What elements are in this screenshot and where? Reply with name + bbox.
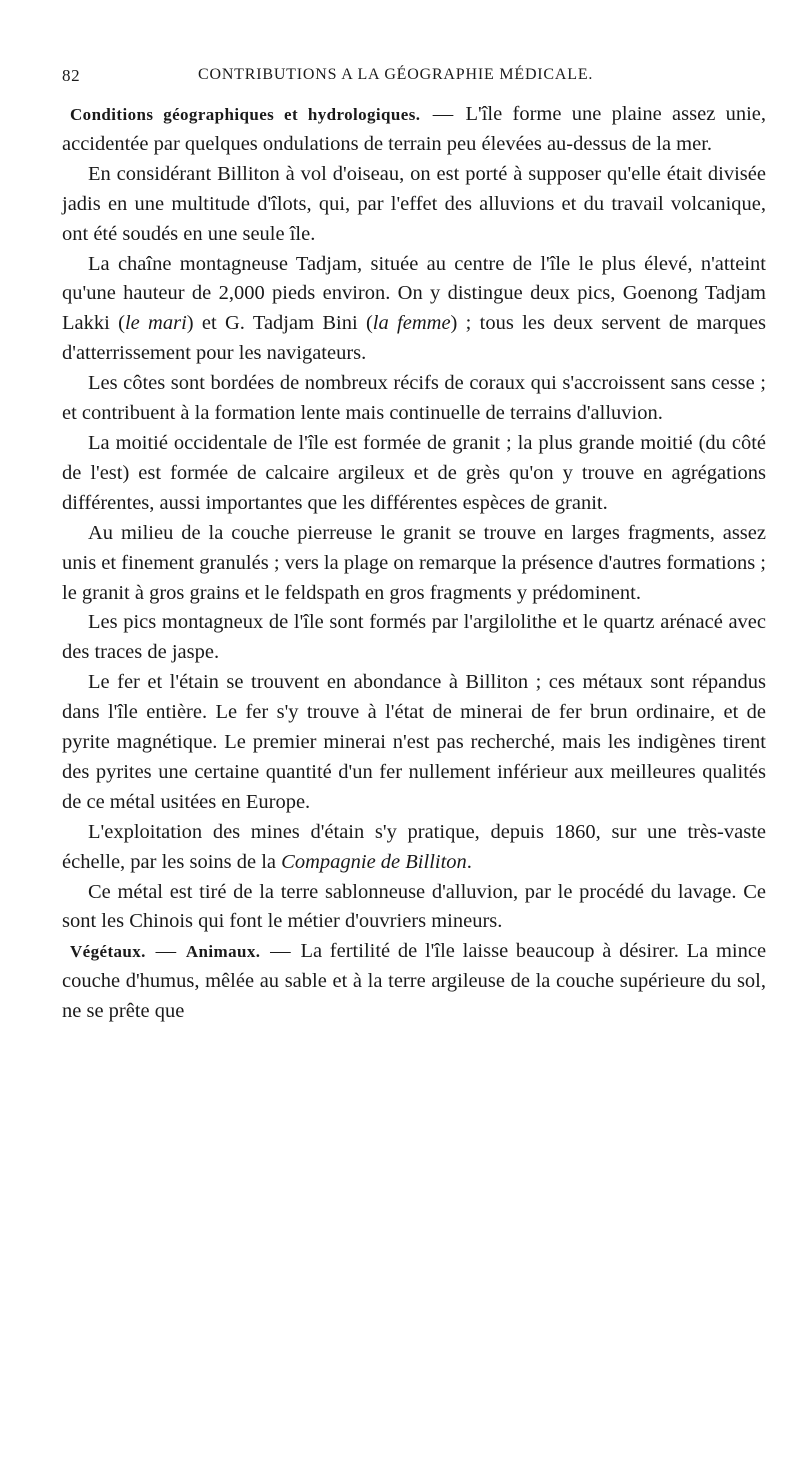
italic-le-mari: le mari bbox=[124, 312, 187, 335]
running-head bbox=[62, 66, 762, 92]
paragraph-peaks: Les pics montagneux de l'île sont formés par l'argilolithe et le quartz arénacé avec des traces de jaspe. bbox=[62, 611, 766, 664]
em-dash: — bbox=[432, 103, 454, 125]
paragraph-text: ) ; tous les deux servent de marques d'atterrissement pour les navigateurs. bbox=[62, 312, 766, 365]
page-number: 82 bbox=[62, 66, 81, 85]
paragraph-text: L'île forme une plaine assez unie, accidentée par quelques ondulations de terrain peu élevées au-dessus de la mer. bbox=[62, 103, 767, 155]
paragraph-iron-tin: Le fer et l'étain se trouvent en abondance à Billiton ; ces métaux sont répandus dans l'île entière. Le fer s'y trouve à l'état de minerai de fer brun ordinaire, et de pyrite magnétique. Le premier minerai n'est pas recherché, mais les indigènes tirent des pyrites une certaine quantité d'un fer nullement inférieur aux meilleures qualités de ce métal usitées en Europe. bbox=[62, 671, 766, 813]
paragraph-tadjam bbox=[62, 250, 766, 370]
em-dash: — bbox=[155, 940, 177, 963]
section-heading-animaux: Animaux. bbox=[185, 942, 261, 962]
em-dash: — bbox=[270, 940, 291, 963]
paragraph-text: . bbox=[466, 850, 472, 873]
paragraph-vegetaux bbox=[62, 937, 766, 1027]
paragraph-stone-layer: Au milieu de la couche pierreuse le granit se trouve en larges fragments, assez unis et finement granulés ; vers la plage on remarque la présence d'autres formations ; le granit à gros grains et le feldspath en gros fragments y prédominent. bbox=[62, 521, 766, 604]
section-heading-vegetaux: Végétaux. bbox=[70, 942, 146, 962]
paragraph-text: L'exploitation des mines d'étain s'y pratique, depuis 1860, sur une très-vaste échelle, par les soins de la bbox=[62, 820, 766, 873]
section-heading-conditions: Conditions géographiques et hydrologiques. bbox=[70, 105, 421, 124]
paragraph-washing: Ce métal est tiré de la terre sablonneuse d'alluvion, par le procédé du lavage. Ce sont les Chinois qui font le métier d'ouvriers mineurs. bbox=[62, 880, 766, 933]
paragraph-tin-mining bbox=[62, 818, 766, 878]
paragraph-text: ) et G. Tadjam Bini ( bbox=[186, 312, 373, 335]
paragraph-text: La chaîne montagneuse Tadjam, située au centre de l'île le plus élevé, n'atteint qu'une hauteur de 2,000 pieds environ. On y distingue deux pics, Goenong Tadjam Lakki ( bbox=[62, 252, 766, 335]
italic-la-femme: la femme bbox=[372, 312, 451, 335]
paragraph-coasts: Les côtes sont bordées de nombreux récifs de coraux qui s'accroissent sans cesse ; et contribuent à la formation lente mais continuelle de terrains d'alluvion. bbox=[62, 372, 766, 425]
paragraph-granite: La moitié occidentale de l'île est formée de granit ; la plus grande moitié (du côté de l'est) est formée de calcaire argileux et de grès qu'on y trouve en agrégations différentes, aussi importantes que les différentes espèces de granit. bbox=[62, 431, 766, 514]
text-body bbox=[62, 100, 766, 1027]
paragraph-conditions bbox=[62, 100, 766, 160]
paragraph-text: La fertilité de l'île laisse beaucoup à désirer. La mince couche d'humus, mêlée au sable et à la terre argileuse de la couche supérieure du sol, ne se prête que bbox=[62, 940, 767, 1023]
paragraph-billiton-view: En considérant Billiton à vol d'oiseau, on est porté à supposer qu'elle était divisée jadis en une multitude d'îlots, qui, par l'effet des alluvions et du travail volcanique, ont été soudés en une seule île. bbox=[62, 162, 766, 245]
italic-compagnie: Compagnie de Billiton bbox=[281, 850, 467, 873]
running-title: CONTRIBUTIONS A LA GÉOGRAPHIE MÉDICALE. bbox=[198, 66, 594, 83]
